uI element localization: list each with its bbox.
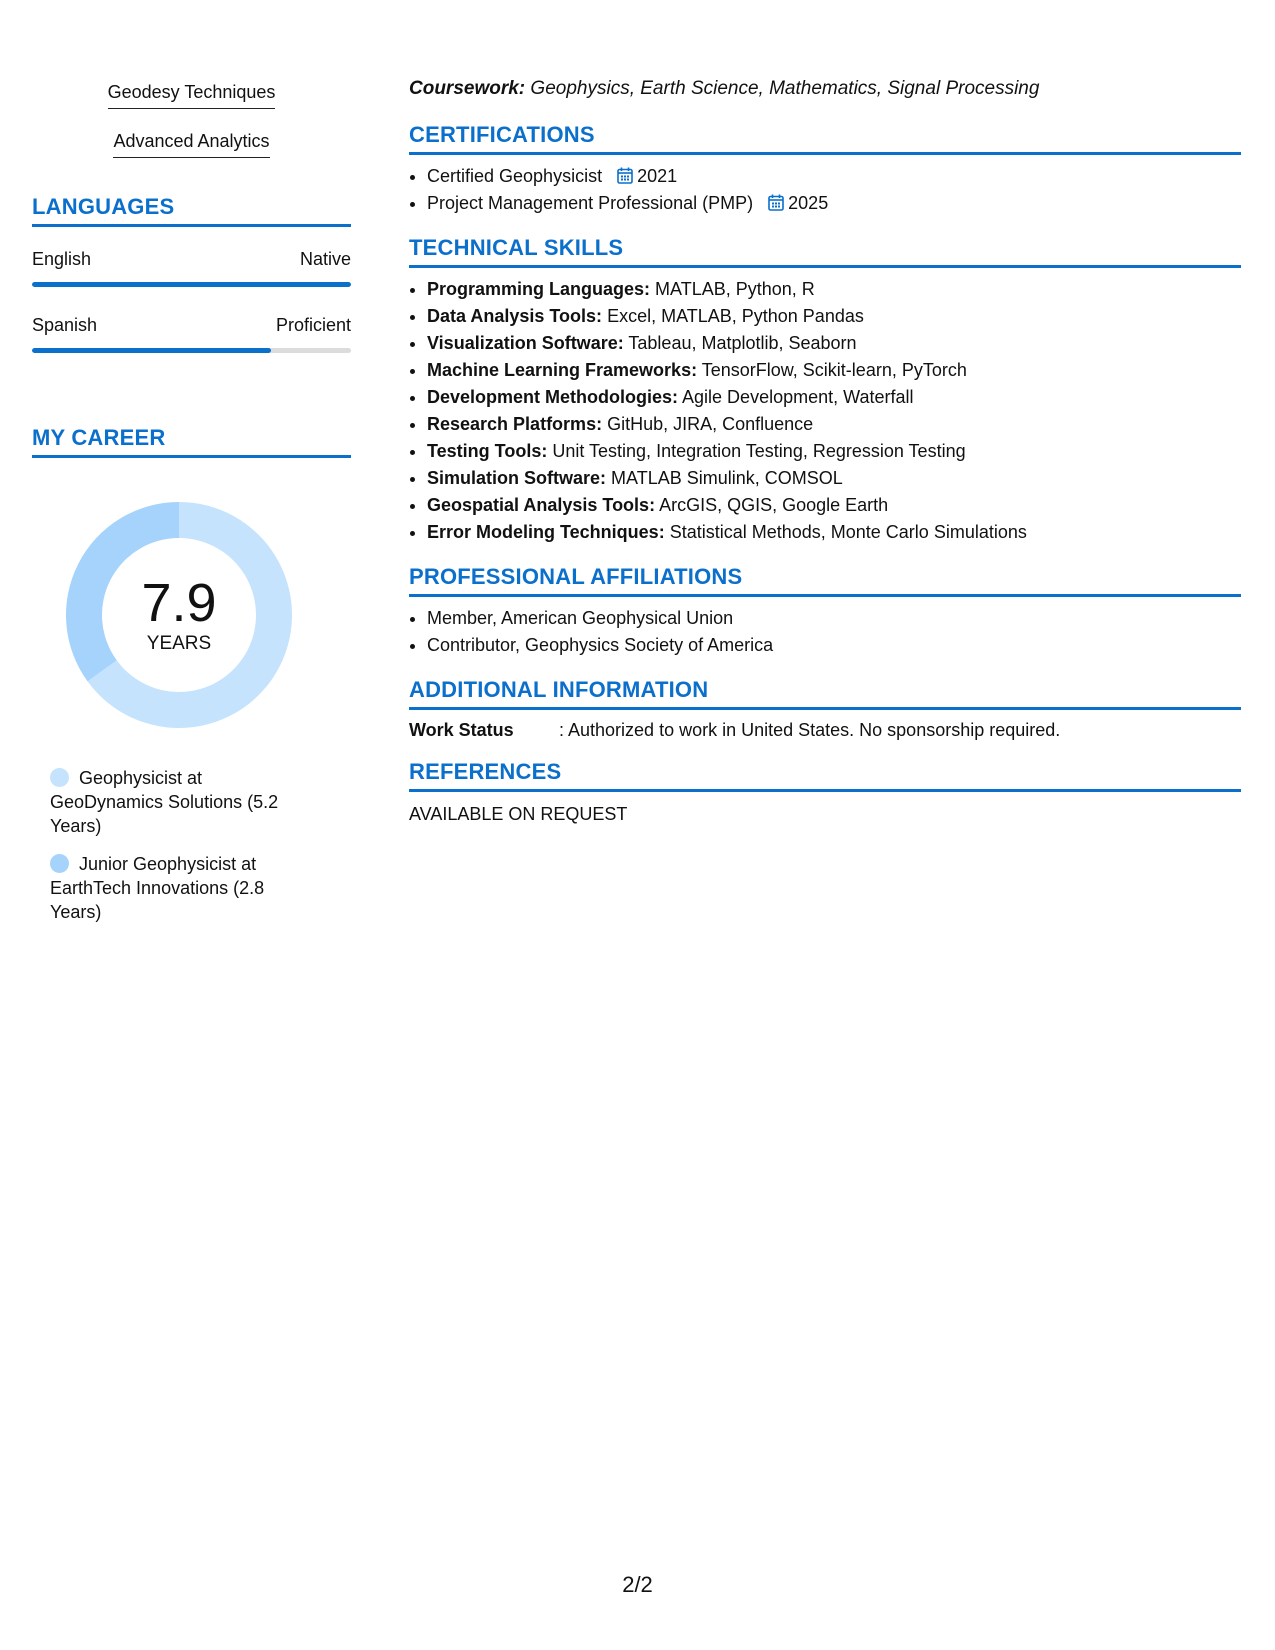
technical-skills-list <box>409 276 1241 546</box>
technical-skills-heading: TECHNICAL SKILLS <box>409 235 1241 268</box>
career-label: Geophysicist at GeoDynamics Solutions (5.2 Years) <box>50 768 279 836</box>
career-total-unit: YEARS <box>146 633 212 654</box>
certifications-heading: CERTIFICATIONS <box>409 122 1241 155</box>
references-text: AVAILABLE ON REQUEST <box>409 804 628 824</box>
certification-year: 2025 <box>788 193 829 213</box>
skill-label: Programming Languages: <box>427 279 651 299</box>
certification-year: 2021 <box>637 166 678 186</box>
career-heading: MY CAREER <box>32 425 351 458</box>
skill-value: ArcGIS, QGIS, Google Earth <box>659 495 889 515</box>
certification-name: Project Management Professional (PMP) <box>427 193 754 213</box>
skill-item <box>427 303 1241 330</box>
references-heading: REFERENCES <box>409 759 1241 792</box>
skill-value: MATLAB, Python, R <box>655 279 815 299</box>
calendar-icon <box>768 194 784 211</box>
career-donut <box>66 502 292 728</box>
skill-item <box>427 276 1241 303</box>
language-bar-fill <box>32 348 271 353</box>
sidebar <box>32 82 351 938</box>
skill-item <box>427 492 1241 519</box>
language-item <box>32 249 351 287</box>
coursework <box>409 78 1241 100</box>
skill-item <box>427 438 1241 465</box>
affiliations-heading: PROFESSIONAL AFFILIATIONS <box>409 564 1241 597</box>
language-level: Native <box>299 249 351 269</box>
skill-label: Development Methodologies: <box>427 387 679 407</box>
skill-item <box>427 384 1241 411</box>
language-bar-fill <box>32 282 351 287</box>
skill-value: Tableau, Matplotlib, Seaborn <box>628 333 857 353</box>
work-status-value: : Authorized to work in United States. No sponsorship required. <box>559 720 1061 740</box>
certification-name: Certified Geophysicist <box>427 166 603 186</box>
calendar-icon <box>617 167 633 184</box>
language-level: Proficient <box>275 315 351 335</box>
additional-info-heading: ADDITIONAL INFORMATION <box>409 677 1241 710</box>
affiliation-item: • Contributor, Geophysics Society of America <box>427 632 1241 659</box>
legend-dot <box>50 854 69 873</box>
work-status-label: Work Status <box>409 720 514 740</box>
skill-label: Simulation Software: <box>427 468 607 488</box>
skill-chip: Advanced Analytics <box>113 131 269 158</box>
language-bar <box>32 348 351 353</box>
language-name: Spanish <box>32 315 98 335</box>
work-status-row <box>409 720 1241 741</box>
certifications-list <box>409 163 1241 217</box>
skill-item <box>427 465 1241 492</box>
certification-item <box>427 190 1241 217</box>
language-name: English <box>32 249 92 269</box>
languages-heading: LANGUAGES <box>32 194 351 227</box>
skill-value: GitHub, JIRA, Confluence <box>607 414 814 434</box>
skill-value: Excel, MATLAB, Python Pandas <box>607 306 864 326</box>
skill-value: TensorFlow, Scikit-learn, PyTorch <box>701 360 967 380</box>
career-legend <box>50 766 310 924</box>
affiliations-list <box>409 605 1241 659</box>
career-legend-item <box>50 766 310 838</box>
skill-label: Machine Learning Frameworks: <box>427 360 698 380</box>
skill-item <box>427 357 1241 384</box>
skill-value: Unit Testing, Integration Testing, Regression Testing <box>552 441 966 461</box>
skill-label: Error Modeling Techniques: <box>427 522 665 542</box>
skill-item <box>427 519 1241 546</box>
skill-item <box>427 411 1241 438</box>
page-number: 2/2 <box>622 1572 653 1597</box>
skill-value: MATLAB Simulink, COMSOL <box>611 468 843 488</box>
skill-item <box>427 330 1241 357</box>
skill-label: Geospatial Analysis Tools: <box>427 495 656 515</box>
skill-label: Data Analysis Tools: <box>427 306 603 326</box>
skill-value: Agile Development, Waterfall <box>682 387 914 407</box>
skill-chip: Geodesy Techniques <box>108 82 276 109</box>
skill-value: Statistical Methods, Monte Carlo Simulations <box>669 522 1027 542</box>
legend-dot <box>50 768 69 787</box>
skill-label: Research Platforms: <box>427 414 603 434</box>
main-content <box>409 78 1241 825</box>
career-label: Junior Geophysicist at EarthTech Innovations (2.8 Years) <box>50 854 265 922</box>
certification-item <box>427 163 1241 190</box>
career-legend-item <box>50 852 310 924</box>
coursework-text: Geophysics, Earth Science, Mathematics, Signal Processing <box>530 78 1040 99</box>
coursework-label: Coursework: <box>409 78 526 99</box>
skill-label: Visualization Software: <box>427 333 624 353</box>
language-item <box>32 315 351 353</box>
language-bar <box>32 282 351 287</box>
affiliation-item: • Member, American Geophysical Union <box>427 605 1241 632</box>
skill-label: Testing Tools: <box>427 441 548 461</box>
career-total-value: 7.9 <box>141 573 217 633</box>
